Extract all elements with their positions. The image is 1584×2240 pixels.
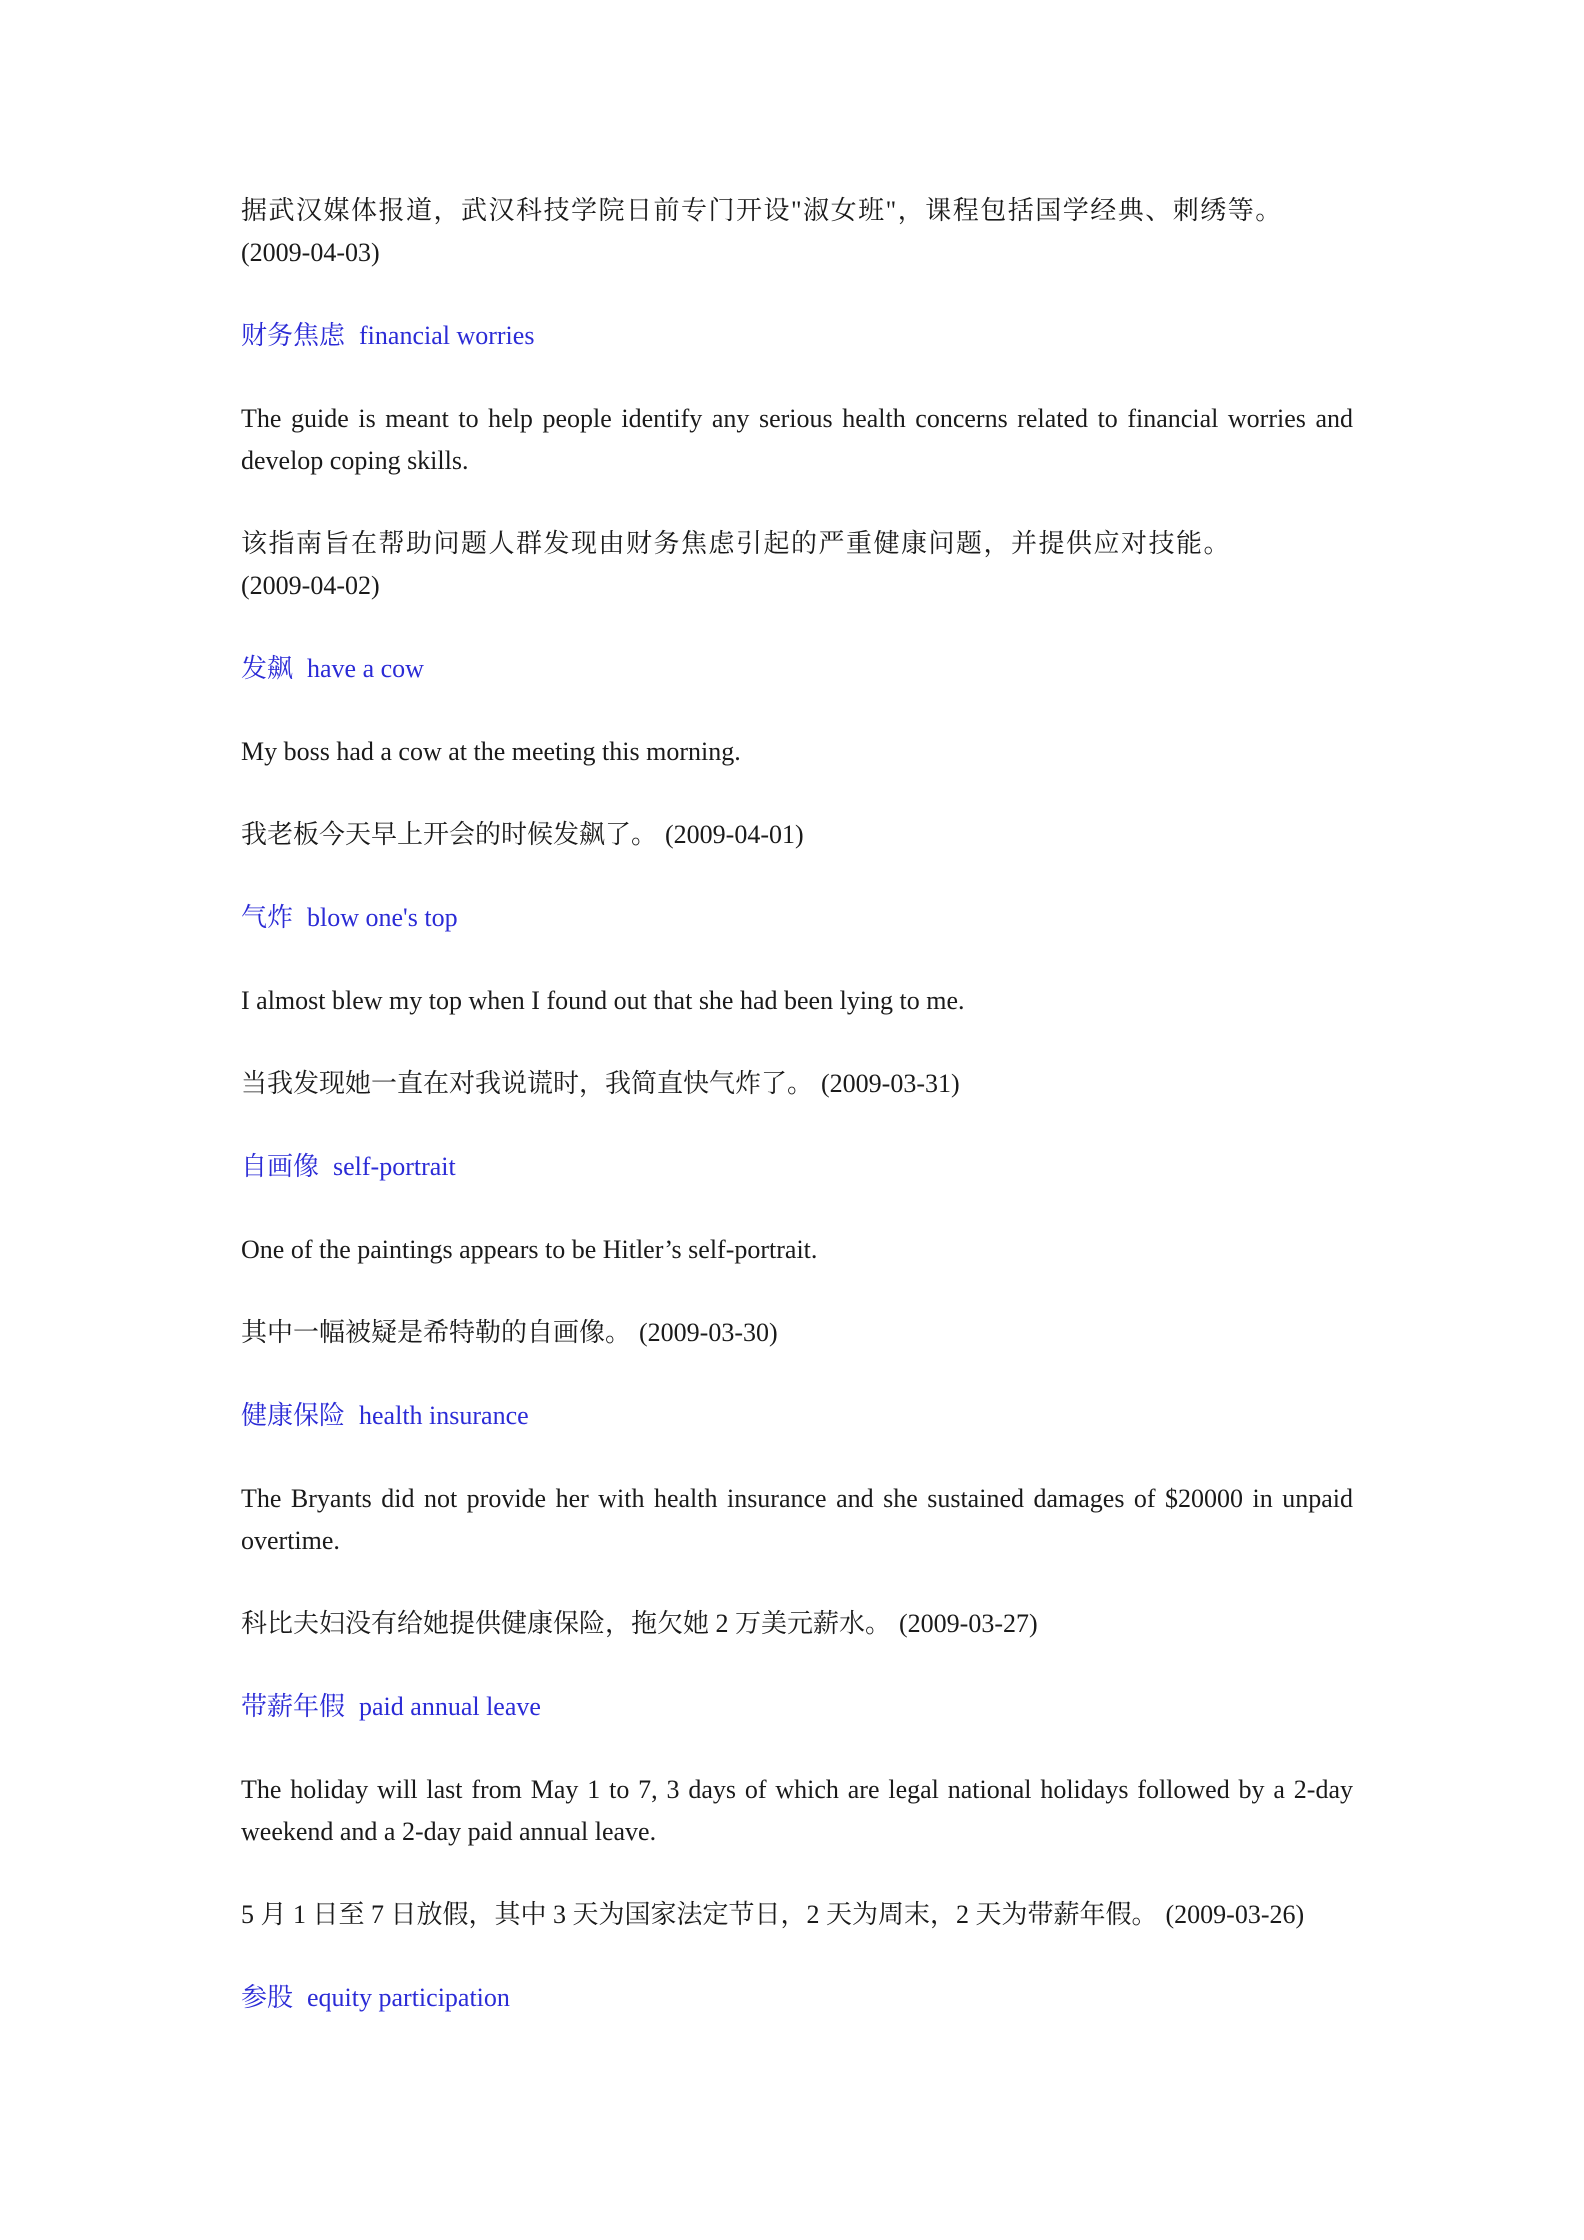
term-heading [241, 315, 1353, 357]
intro-date: (2009-04-03) [241, 238, 380, 267]
term-zh: 健康保险 [241, 1401, 346, 1430]
term-heading [241, 1146, 1353, 1188]
example-en: I almost blew my top when I found out that she had been lying to me. [241, 986, 965, 1015]
term-en: blow one's top [307, 903, 458, 932]
term-en: self-portrait [333, 1152, 456, 1181]
term-heading [241, 1977, 1353, 2019]
document-page [241, 190, 1353, 2060]
term-zh: 财务焦虑 [241, 321, 346, 350]
term-en: financial worries [359, 321, 535, 350]
entry-date: (2009-03-26) [1165, 1900, 1305, 1929]
example-zh: 科比夫妇没有给她提供健康保险，拖欠她 2 万美元薪水。 [241, 1609, 892, 1638]
example-en: The holiday will last from May 1 to 7, 3 days of which are legal national holidays followed by a 2-day weekend and a 2-day paid annual leave. [241, 1775, 1353, 1846]
example-zh: 该指南旨在帮助问题人群发现由财务焦虑引起的严重健康问题，并提供应对技能。 [241, 529, 1232, 558]
example-en: My boss had a cow at the meeting this morning. [241, 737, 741, 766]
example-en: The guide is meant to help people identify any serious health concerns related to financial worries and develop coping skills. [241, 404, 1353, 475]
example-zh-paragraph [241, 1603, 1353, 1645]
example-zh: 我老板今天早上开会的时候发飙了。 [241, 820, 658, 849]
term-heading [241, 648, 1353, 690]
example-zh: 5 月 1 日至 7 日放假，其中 3 天为国家法定节日，2 天为周末，2 天为带薪年假。 [241, 1900, 1158, 1929]
example-en: The Bryants did not provide her with health insurance and she sustained damages of $20000 in unpaid overtime. [241, 1484, 1353, 1555]
entry-date: (2009-04-02) [241, 571, 380, 600]
example-zh: 当我发现她一直在对我说谎时，我简直快气炸了。 [241, 1069, 814, 1098]
example-zh-paragraph [241, 814, 1353, 856]
example-zh-paragraph [241, 1894, 1353, 1936]
term-en: health insurance [359, 1401, 529, 1430]
example-zh-paragraph [241, 1312, 1353, 1354]
term-zh: 参股 [241, 1983, 294, 2012]
example-zh: 其中一幅被疑是希特勒的自画像。 [241, 1318, 632, 1347]
entry-date: (2009-04-01) [665, 820, 804, 849]
intro-text: 据武汉媒体报道，武汉科技学院日前专门开设"淑女班"，课程包括国学经典、刺绣等。 [241, 196, 1283, 225]
term-zh: 发飙 [241, 654, 294, 683]
term-zh: 气炸 [241, 903, 294, 932]
entry-date: (2009-03-31) [821, 1069, 960, 1098]
example-en: One of the paintings appears to be Hitler’s self-portrait. [241, 1235, 818, 1264]
term-heading [241, 897, 1353, 939]
entry-date: (2009-03-27) [899, 1609, 1038, 1638]
term-zh: 自画像 [241, 1152, 320, 1181]
term-en: paid annual leave [359, 1692, 541, 1721]
term-en: have a cow [307, 654, 424, 683]
example-zh-paragraph [241, 1063, 1353, 1105]
term-en: equity participation [307, 1983, 510, 2012]
intro-paragraph [241, 190, 1353, 274]
term-zh: 带薪年假 [241, 1692, 346, 1721]
term-heading [241, 1395, 1353, 1437]
term-heading [241, 1686, 1353, 1728]
entry-date: (2009-03-30) [639, 1318, 778, 1347]
example-zh-paragraph [241, 523, 1353, 607]
